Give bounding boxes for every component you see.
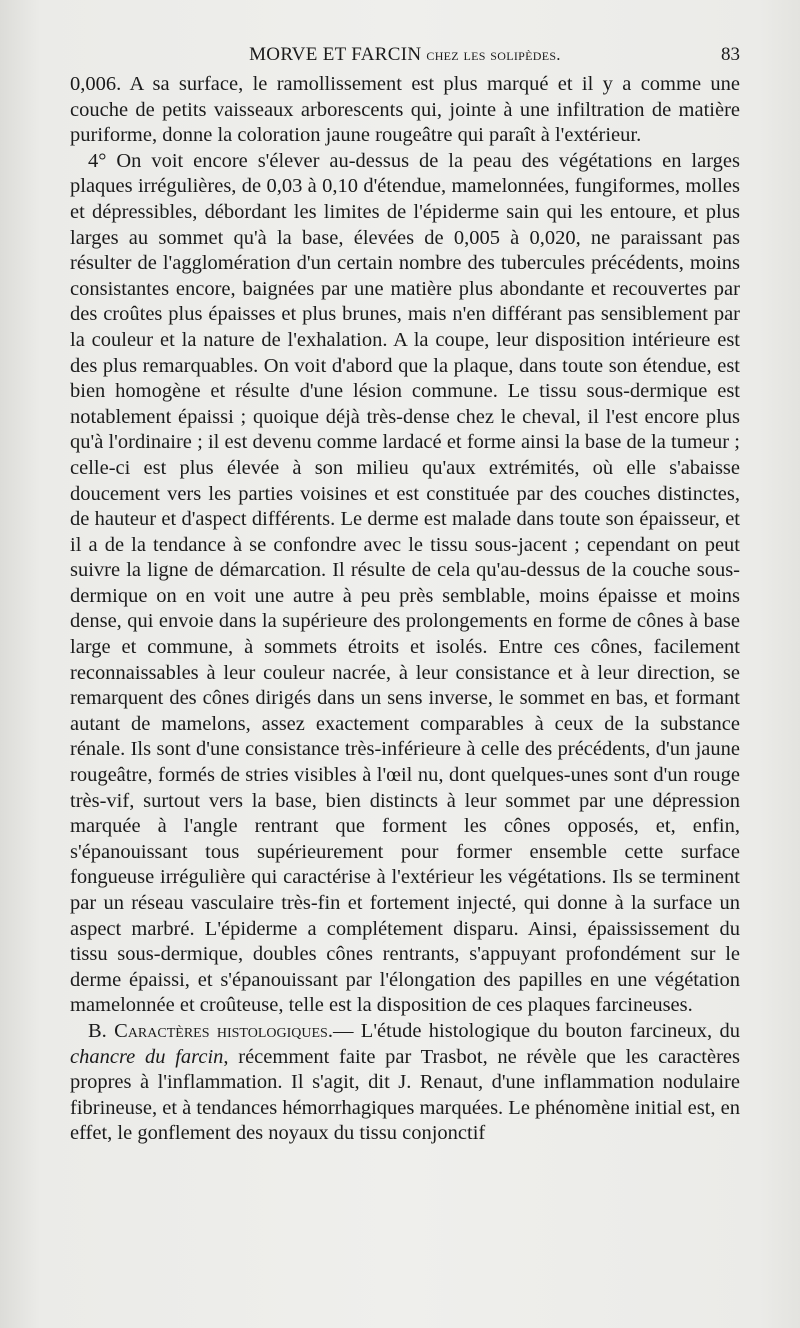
section-heading-b: B. Caractères histologiques. <box>88 1019 333 1042</box>
section-b-italic-term: chancre du farcin <box>70 1045 224 1068</box>
body-text <box>70 72 740 1147</box>
running-title-small-caps: chez les solipèdes. <box>426 45 561 64</box>
section-b-text-1: — L'étude histologique du bouton farcineux, du <box>332 1019 741 1042</box>
section-b-text-2: , récemment faite par Trasbot, ne révèle que les caractères propres à l'inflammation. Il s'agit, dit J. Renaut, d'une inflammation nodulaire fibrineuse, et à tendances hémorrhagiques marquées. Le phénomène initial est, en effet, le gonflement des noyaux du tissu conjonctif <box>70 1045 740 1145</box>
running-title-main: MORVE ET FARCIN <box>249 44 427 65</box>
paragraph-section-b <box>70 1019 740 1147</box>
running-title <box>70 40 740 70</box>
page-number: 83 <box>721 44 740 65</box>
page-header <box>70 40 740 70</box>
paragraph-item-4: 4° On voit encore s'élever au-dessus de la peau des végétations en larges plaques irrégulières, de 0,03 à 0,10 d'étendue, mamelonnées, fungiformes, molles et dépressibles, débordant les limites de l'épiderme sain qui les entoure, et plus larges au sommet qu'à la base, élevées de 0,005 à 0,020, ne paraissant pas résulter de l'agglomération d'un certain nombre des tubercules précédents, moins consistantes encore, baignées par une matière plus abondante et recouvertes par des croûtes plus épaisses et plus brunes, mais n'en différant pas sensiblement par la couleur et la nature de l'exhalation. A la coupe, leur disposition intérieure est des plus remarquables. On voit d'abord que la plaque, dans toute son étendue, est bien homogène et résulte d'une lésion commune. Le tissu sous-dermique est notablement épaissi ; quoique déjà très-dense chez le cheval, il l'est encore plus qu'à l'ordinaire ; il est devenu comme lardacé et forme ainsi la base de la tumeur ; celle-ci est plus élevée à son milieu qu'aux extrémités, où elle s'abaisse doucement vers les parties voisines et est constituée par des couches distinctes, de hauteur et d'aspect différents. Le derme est malade dans toute son épaisseur, et il a de la tendance à se confondre avec le tissu sous-jacent ; cependant on peut suivre la ligne de démarcation. Il résulte de cela qu'au-dessus de la couche sous-dermique on en voit une autre à peu près semblable, moins épaisse et moins dense, qui envoie dans la supérieure des prolongements en forme de cônes à base large et commune, à sommets étroits et isolés. Entre ces cônes, facilement reconnaissables à leur couleur nacrée, à leur consistance et à leur direction, se remarquent des cônes dirigés dans un sens inverse, le sommet en bas, et formant autant de mamelons, assez exactement comparables à ceux de la substance rénale. Ils sont d'une consistance très-inférieure à celle des précédents, d'un jaune rougeâtre, formés de stries visibles à l'œil nu, dont quelques-unes sont d'un rouge très-vif, surtout vers la base, bien distincts à leur sommet par une dépression marquée à l'angle rentrant que forment les cônes opposés, et, enfin, s'épanouissant tous supérieurement pour former ensemble cette surface fongueuse irrégulière qui caractérise à l'extérieur les végétations. Ils se terminent par un réseau vasculaire très-fin et fortement injecté, qui donne à la surface un aspect marbré. L'épiderme a complétement disparu. Ainsi, épaississement du tissu sous-dermique, doubles cônes rentrants, s'appuyant profondément sur le derme épaissi, et s'épanouissant par l'élongation des papilles en une végétation mamelonnée et croûteuse, telle est la disposition de ces plaques farcineuses. <box>70 149 740 1017</box>
paragraph-continuation: 0,006. A sa surface, le ramollissement est plus marqué et il y a comme une couche de petits vaisseaux arborescents qui, jointe à une infiltration de matière puriforme, donne la coloration jaune rougeâtre qui paraît à l'extérieur. <box>70 73 740 147</box>
